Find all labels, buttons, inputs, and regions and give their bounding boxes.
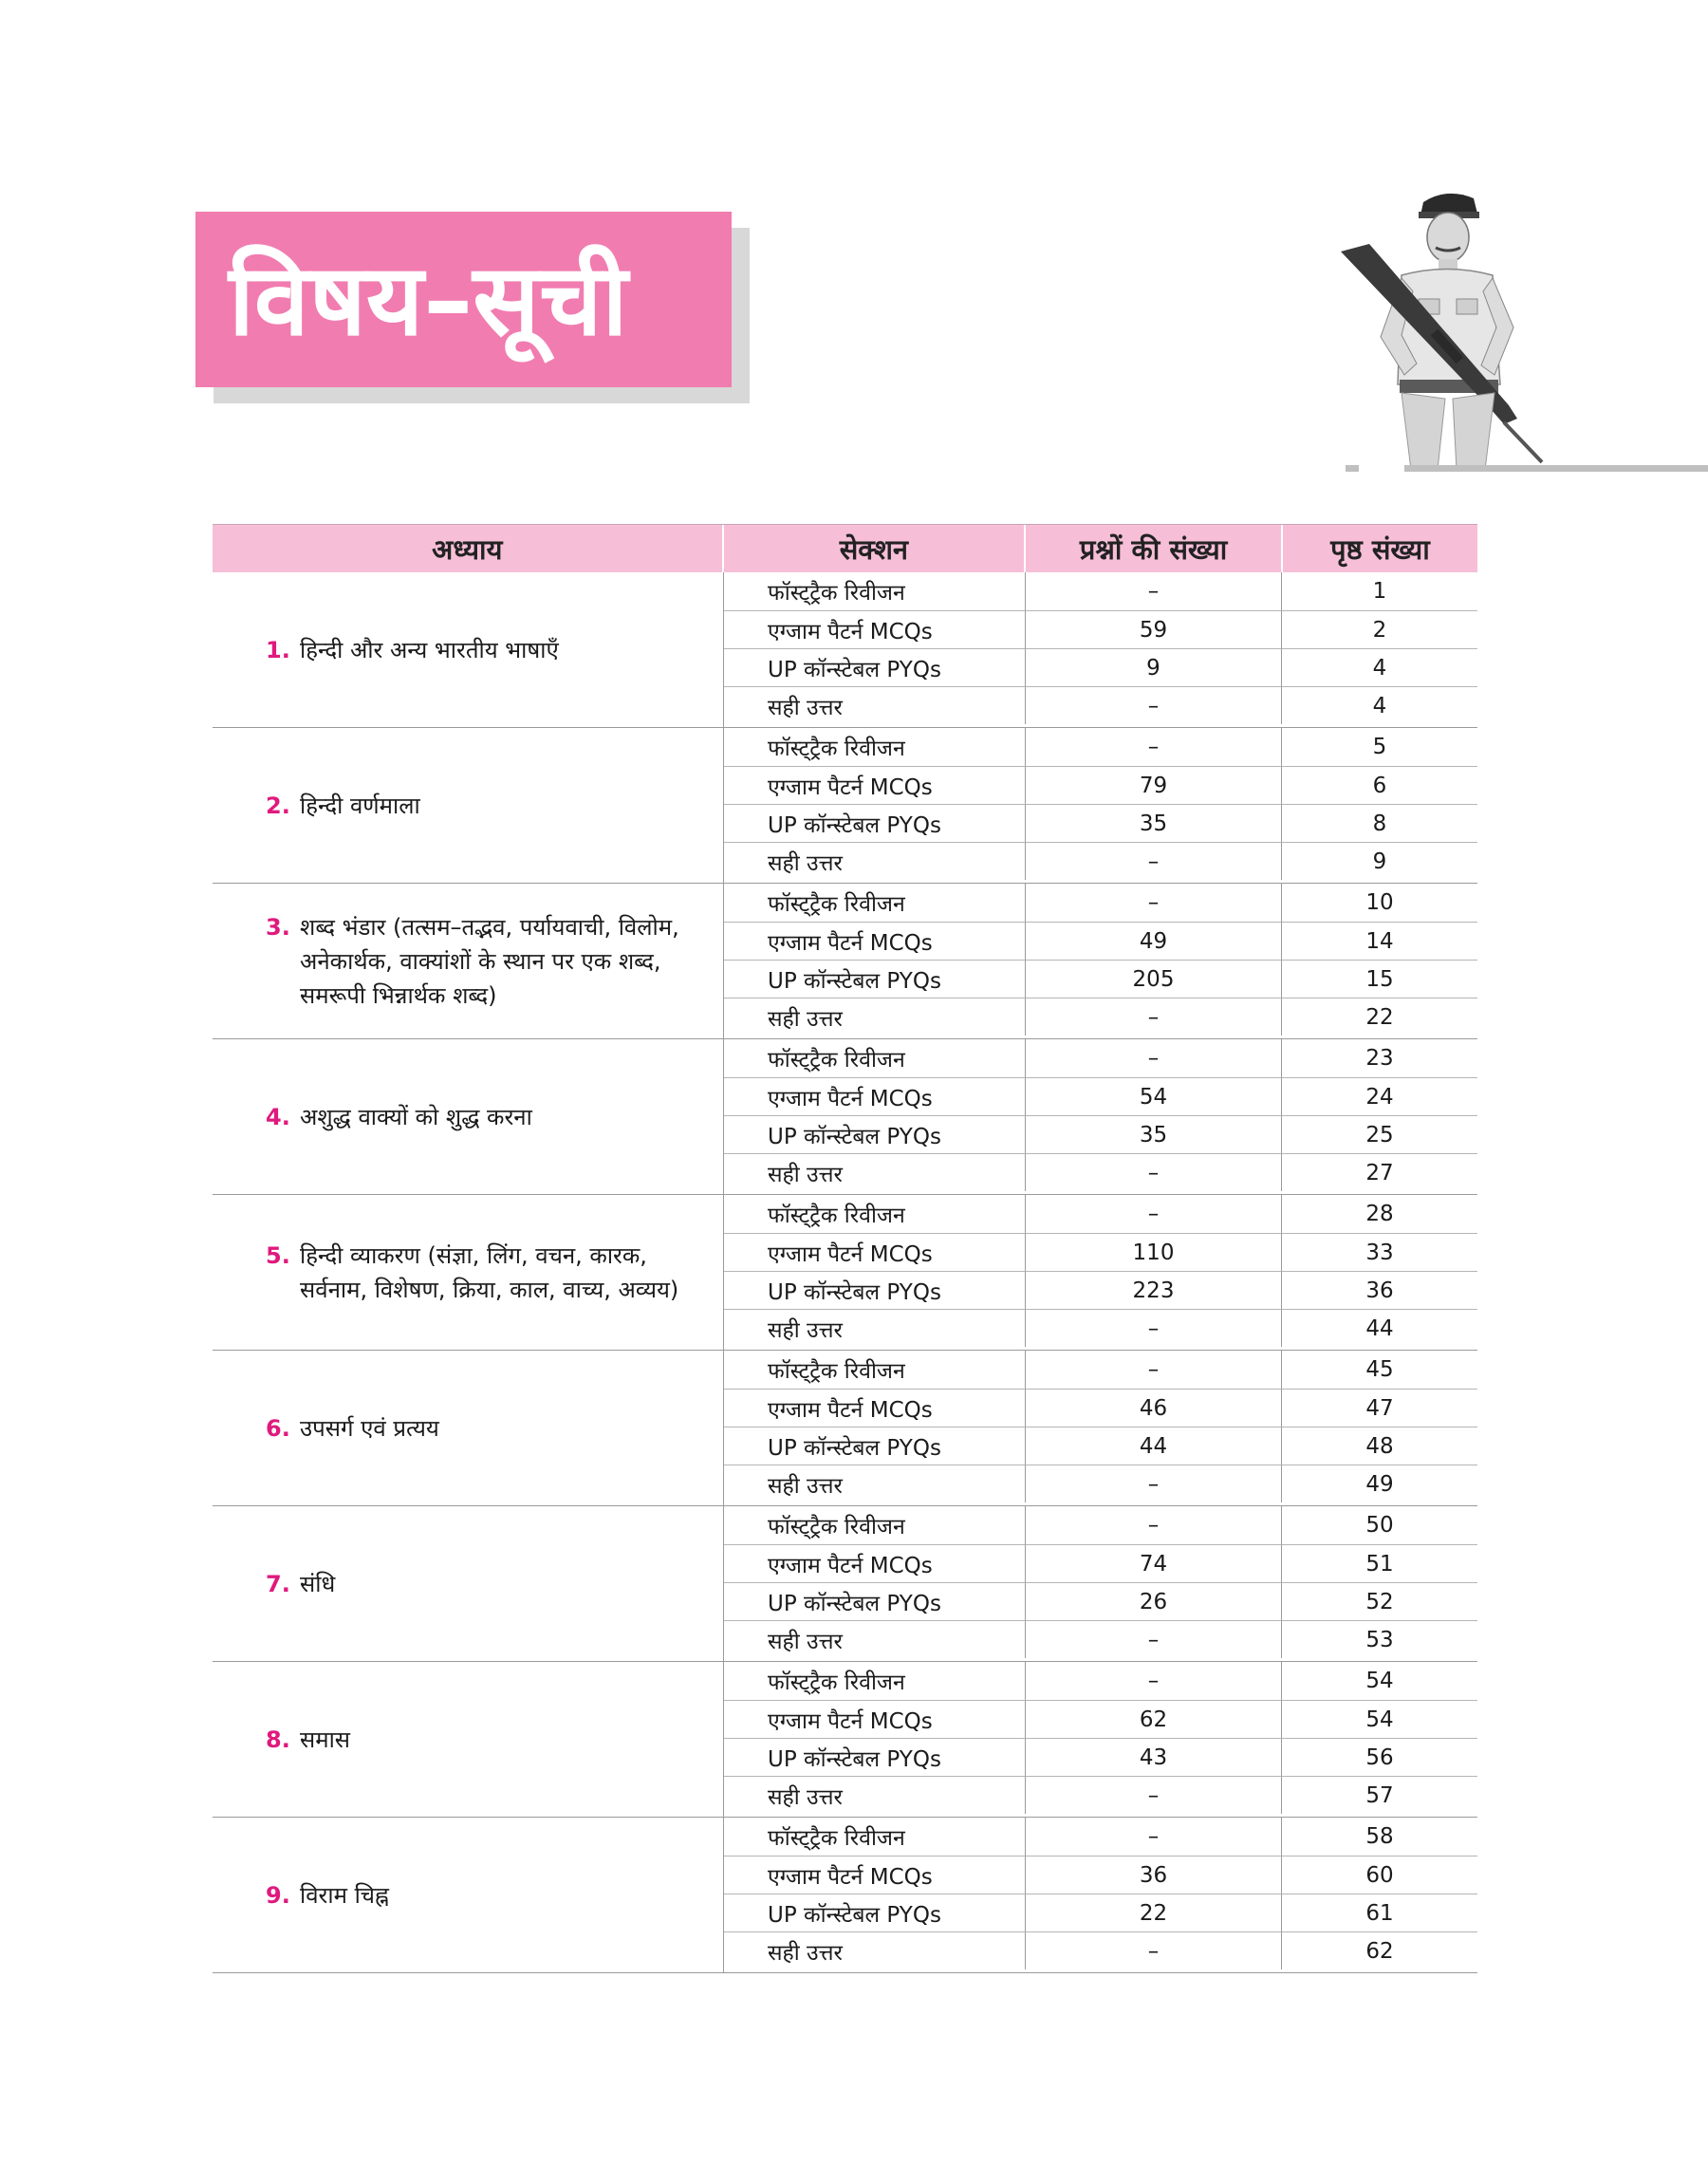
table-row	[724, 1077, 1477, 1115]
chapter-number: 4.	[266, 1103, 290, 1130]
section-name: एग्जाम पैटर्न MCQs	[724, 1233, 1026, 1271]
section-rows	[724, 728, 1477, 883]
table-row	[724, 842, 1477, 880]
header-section: सेक्शन	[724, 525, 1027, 572]
section-name: एग्जाम पैटर्न MCQs	[724, 610, 1026, 648]
header-page-number: पृष्ठ संख्या	[1330, 532, 1430, 566]
table-row	[724, 922, 1477, 960]
page-number: 1	[1372, 579, 1387, 604]
table-row	[724, 1233, 1477, 1271]
question-count: 223	[1026, 1271, 1282, 1309]
table-header	[213, 524, 1477, 572]
page-number: 54	[1282, 1700, 1477, 1738]
question-count: –	[1026, 1195, 1282, 1233]
page-number: 48	[1282, 1427, 1477, 1465]
chapter-heading	[266, 910, 698, 1013]
page-number: 4	[1282, 686, 1477, 724]
section-name: UP कॉन्स्टेबल PYQs	[724, 1271, 1026, 1309]
section-name: फॉस्ट्ट्रैक रिवीजन	[724, 1039, 1026, 1077]
chapter-number: 2.	[266, 792, 290, 819]
question-count: –	[1026, 1818, 1282, 1856]
question-count: 35	[1026, 1115, 1282, 1153]
section-name: सही उत्तर	[724, 1465, 1026, 1502]
question-count: 22	[1026, 1894, 1282, 1931]
chapter-number: 8.	[266, 1726, 290, 1753]
section-name: UP कॉन्स्टेबल PYQs	[724, 648, 1026, 686]
section-name: UP कॉन्स्टेबल PYQs	[724, 1427, 1026, 1465]
question-count: 59	[1026, 610, 1282, 648]
page-number: 9	[1282, 842, 1477, 880]
question-count: –	[1026, 1351, 1282, 1389]
chapter-cell	[213, 1351, 724, 1505]
page-number: 52	[1282, 1582, 1477, 1620]
table-row	[724, 998, 1477, 1036]
table-row	[724, 686, 1477, 724]
chapter-title: हिन्दी वर्णमाला	[300, 792, 420, 819]
chapter-group	[213, 1039, 1477, 1195]
table-row	[724, 884, 1477, 922]
page-number: 47	[1282, 1389, 1477, 1427]
question-count: 36	[1026, 1856, 1282, 1894]
contents-table	[213, 524, 1477, 1973]
table-row	[724, 1153, 1477, 1191]
page-number: 10	[1365, 890, 1394, 915]
table-row	[724, 1115, 1477, 1153]
table-row	[724, 610, 1477, 648]
section-rows	[724, 1195, 1477, 1350]
question-count: 79	[1026, 766, 1282, 804]
page-number: 56	[1282, 1738, 1477, 1776]
question-count: 49	[1026, 922, 1282, 960]
chapter-title: समास	[300, 1726, 351, 1753]
table-row	[724, 1039, 1477, 1077]
chapter-cell	[213, 1662, 724, 1817]
page-number: 23	[1365, 1046, 1394, 1071]
police-officer-illustration	[1314, 185, 1566, 470]
page-number: 44	[1282, 1309, 1477, 1347]
decorative-dot	[1346, 465, 1359, 472]
table-row	[724, 1662, 1477, 1700]
table-row	[724, 572, 1477, 610]
question-count: 205	[1026, 960, 1282, 998]
section-name: एग्जाम पैटर्न MCQs	[724, 1389, 1026, 1427]
chapter-group	[213, 728, 1477, 884]
section-name: सही उत्तर	[724, 998, 1026, 1036]
table-body	[213, 572, 1477, 1973]
chapter-cell	[213, 1818, 724, 1972]
table-row	[724, 1195, 1477, 1233]
section-name: UP कॉन्स्टेबल PYQs	[724, 960, 1026, 998]
chapter-cell	[213, 728, 724, 883]
section-name: सही उत्तर	[724, 1620, 1026, 1658]
section-rows	[724, 1351, 1477, 1505]
chapter-heading	[266, 633, 698, 667]
page-number: 5	[1372, 735, 1387, 759]
section-name: UP कॉन्स्टेबल PYQs	[724, 1738, 1026, 1776]
table-row	[724, 1544, 1477, 1582]
table-row	[724, 1389, 1477, 1427]
section-name: फॉस्ट्ट्रैक रिवीजन	[724, 728, 1026, 766]
chapter-title: शब्द भंडार (तत्सम–तद्भव, पर्यायवाची, विलोम, अनेकार्थक, वाक्यांशों के स्थान पर एक शब्द, समरूपी भिन्नार्थक शब्द)	[300, 913, 679, 1009]
page-number: 36	[1282, 1271, 1477, 1309]
section-rows	[724, 1039, 1477, 1194]
page-number: 61	[1282, 1894, 1477, 1931]
chapter-title: हिन्दी व्याकरण (संज्ञा, लिंग, वचन, कारक, सर्वनाम, विशेषण, क्रिया, काल, वाच्य, अव्यय)	[300, 1241, 679, 1303]
chapter-title: विराम चिह्न	[300, 1881, 389, 1909]
chapter-number: 3.	[266, 913, 290, 941]
table-row	[724, 1506, 1477, 1544]
section-name: एग्जाम पैटर्न MCQs	[724, 922, 1026, 960]
table-row	[724, 1465, 1477, 1502]
question-count: –	[1026, 1506, 1282, 1544]
section-name: सही उत्तर	[724, 1309, 1026, 1347]
chapter-number: 9.	[266, 1881, 290, 1909]
question-count: –	[1026, 1309, 1282, 1347]
table-row	[724, 1700, 1477, 1738]
section-name: फॉस्ट्ट्रैक रिवीजन	[724, 1195, 1026, 1233]
section-name: फॉस्ट्ट्रैक रिवीजन	[724, 1351, 1026, 1389]
chapter-number: 5.	[266, 1241, 290, 1269]
table-row	[724, 1351, 1477, 1389]
question-count: 43	[1026, 1738, 1282, 1776]
chapter-heading	[266, 1411, 698, 1446]
section-name: UP कॉन्स्टेबल PYQs	[724, 1582, 1026, 1620]
chapter-title: संधि	[300, 1570, 336, 1597]
chapter-heading	[266, 1878, 698, 1912]
table-row	[724, 1427, 1477, 1465]
table-row	[724, 1894, 1477, 1931]
section-name: फॉस्ट्ट्रैक रिवीजन	[724, 884, 1026, 922]
page-number: 49	[1282, 1465, 1477, 1502]
section-name: सही उत्तर	[724, 842, 1026, 880]
chapter-heading	[266, 1239, 698, 1307]
chapter-group	[213, 1662, 1477, 1818]
table-row	[724, 1931, 1477, 1969]
question-count: –	[1026, 1931, 1282, 1969]
chapter-cell	[213, 1195, 724, 1350]
page-number: 50	[1365, 1513, 1394, 1538]
chapter-heading	[266, 1723, 698, 1757]
page-number: 28	[1365, 1202, 1394, 1226]
table-row	[724, 1271, 1477, 1309]
page-number: 45	[1365, 1357, 1394, 1382]
header-question-count: प्रश्नों की संख्या	[1026, 525, 1283, 572]
section-name: UP कॉन्स्टेबल PYQs	[724, 1115, 1026, 1153]
section-rows	[724, 572, 1477, 727]
question-count: 44	[1026, 1427, 1282, 1465]
decorative-bar	[1404, 465, 1708, 472]
chapter-number: 6.	[266, 1414, 290, 1442]
section-name: एग्जाम पैटर्न MCQs	[724, 1856, 1026, 1894]
question-count: –	[1026, 1039, 1282, 1077]
question-count: 46	[1026, 1389, 1282, 1427]
chapter-group	[213, 1195, 1477, 1351]
table-row	[724, 728, 1477, 766]
section-name: फॉस्ट्ट्रैक रिवीजन	[724, 1662, 1026, 1700]
page-number: 57	[1282, 1776, 1477, 1814]
page-number: 4	[1282, 648, 1477, 686]
question-count: 26	[1026, 1582, 1282, 1620]
page-number: 14	[1282, 922, 1477, 960]
section-name: फॉस्ट्ट्रैक रिवीजन	[724, 1818, 1026, 1856]
page-number: 22	[1282, 998, 1477, 1036]
chapter-heading	[266, 789, 698, 823]
table-row	[724, 960, 1477, 998]
table-row	[724, 1776, 1477, 1814]
page-number: 6	[1282, 766, 1477, 804]
section-rows	[724, 884, 1477, 1038]
chapter-group	[213, 1818, 1477, 1973]
page-number: 2	[1282, 610, 1477, 648]
page-number: 33	[1282, 1233, 1477, 1271]
section-name: एग्जाम पैटर्न MCQs	[724, 766, 1026, 804]
chapter-number: 7.	[266, 1570, 290, 1597]
question-count: –	[1026, 1776, 1282, 1814]
chapter-title: हिन्दी और अन्य भारतीय भाषाएँ	[300, 636, 559, 663]
title-banner	[195, 212, 732, 387]
question-count: –	[1026, 998, 1282, 1036]
page-number: 27	[1282, 1153, 1477, 1191]
chapter-title: उपसर्ग एवं प्रत्यय	[300, 1414, 439, 1442]
question-count: 62	[1026, 1700, 1282, 1738]
section-name: फॉस्ट्ट्रैक रिवीजन	[724, 572, 1026, 610]
page-number: 53	[1282, 1620, 1477, 1658]
page-title: विषय–सूची	[229, 241, 628, 358]
page-number: 62	[1282, 1931, 1477, 1969]
page-number: 60	[1282, 1856, 1477, 1894]
page-number: 51	[1282, 1544, 1477, 1582]
page-number: 25	[1282, 1115, 1477, 1153]
section-name: सही उत्तर	[724, 686, 1026, 724]
section-name: सही उत्तर	[724, 1931, 1026, 1969]
question-count: 54	[1026, 1077, 1282, 1115]
question-count: –	[1026, 842, 1282, 880]
section-name: एग्जाम पैटर्न MCQs	[724, 1700, 1026, 1738]
question-count: –	[1026, 572, 1282, 610]
table-row	[724, 1818, 1477, 1856]
question-count: –	[1026, 884, 1282, 922]
section-name: सही उत्तर	[724, 1776, 1026, 1814]
question-count: 35	[1026, 804, 1282, 842]
chapter-cell	[213, 884, 724, 1038]
question-count: –	[1026, 728, 1282, 766]
question-count: –	[1026, 1465, 1282, 1502]
question-count: –	[1026, 686, 1282, 724]
table-row	[724, 648, 1477, 686]
table-row	[724, 1620, 1477, 1658]
section-name: एग्जाम पैटर्न MCQs	[724, 1077, 1026, 1115]
chapter-cell	[213, 1039, 724, 1194]
page-number: 24	[1282, 1077, 1477, 1115]
section-name: UP कॉन्स्टेबल PYQs	[724, 1894, 1026, 1931]
page-number: 15	[1282, 960, 1477, 998]
section-rows	[724, 1818, 1477, 1972]
chapter-cell	[213, 1506, 724, 1661]
question-count: –	[1026, 1620, 1282, 1658]
chapter-heading	[266, 1100, 698, 1134]
chapter-group	[213, 572, 1477, 728]
section-name: UP कॉन्स्टेबल PYQs	[724, 804, 1026, 842]
question-count: –	[1026, 1662, 1282, 1700]
question-count: –	[1026, 1153, 1282, 1191]
page-number: 58	[1365, 1824, 1394, 1849]
table-row	[724, 1738, 1477, 1776]
question-count: 9	[1026, 648, 1282, 686]
table-row	[724, 1582, 1477, 1620]
header-chapter: अध्याय	[213, 525, 724, 572]
question-count: 74	[1026, 1544, 1282, 1582]
page-number: 8	[1282, 804, 1477, 842]
chapter-number: 1.	[266, 636, 290, 663]
section-name: सही उत्तर	[724, 1153, 1026, 1191]
chapter-group	[213, 1351, 1477, 1506]
table-row	[724, 766, 1477, 804]
table-row	[724, 1309, 1477, 1347]
chapter-cell	[213, 572, 724, 727]
chapter-title: अशुद्ध वाक्यों को शुद्ध करना	[300, 1103, 532, 1130]
section-rows	[724, 1506, 1477, 1661]
chapter-heading	[266, 1567, 698, 1601]
table-row	[724, 1856, 1477, 1894]
table-row	[724, 804, 1477, 842]
question-count: 110	[1026, 1233, 1282, 1271]
section-name: फॉस्ट्ट्रैक रिवीजन	[724, 1506, 1026, 1544]
section-rows	[724, 1662, 1477, 1817]
section-name: एग्जाम पैटर्न MCQs	[724, 1544, 1026, 1582]
page-number: 54	[1365, 1669, 1394, 1693]
chapter-group	[213, 1506, 1477, 1662]
chapter-group	[213, 884, 1477, 1039]
